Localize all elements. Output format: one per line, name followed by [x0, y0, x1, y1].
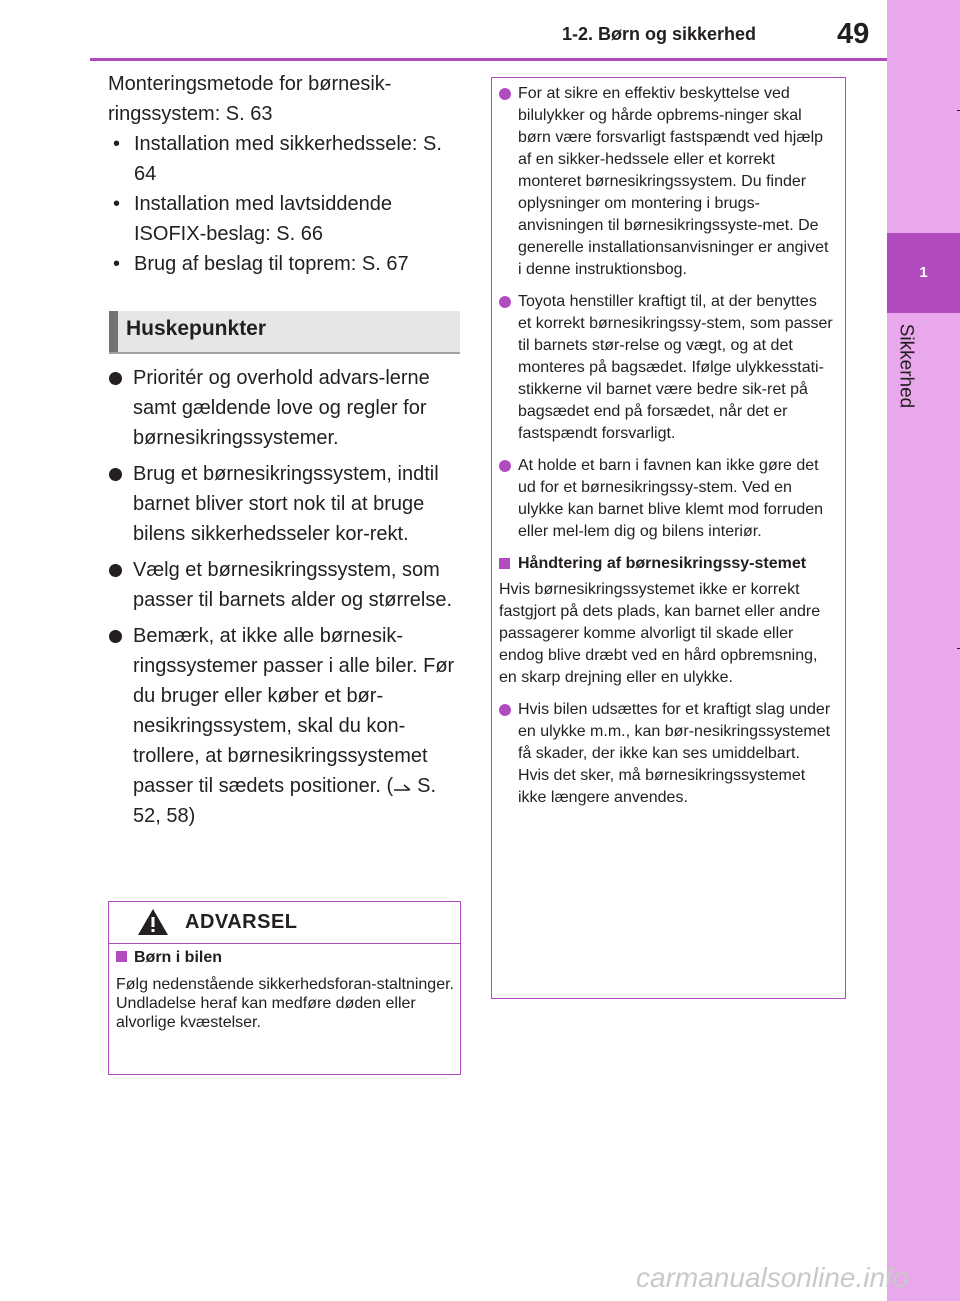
- info-list-2: [492, 699, 845, 809]
- list-item: [108, 621, 460, 831]
- info-paragraph: Hvis børnesikringssystemet ikke er korrekt fastgjort på dets plads, kan barnet eller andre passagerer komme alvorligt til skade eller endog blive dræbt ved en hård opbremsning, en skarp drejning eller en ulykke.: [499, 581, 821, 686]
- square-bullet-icon: [499, 558, 510, 569]
- install-method-list: [108, 129, 460, 279]
- point-text: Vælg et børnesikringssystem, som passer til barnets alder og størrelse.: [133, 559, 453, 611]
- warning-body: [109, 944, 460, 1032]
- info-list: [492, 78, 845, 543]
- point-text: Brug et børnesikringssystem, indtil barnet bliver stort nok til at bruge bilens sikkerhedsseler kor-rekt.: [133, 463, 439, 545]
- page-number: 49: [837, 18, 870, 50]
- list-item: [499, 699, 833, 809]
- warning-text: Følg nedenstående sikkerhedsforan-staltninger. Undladelse heraf kan medføre døden eller alvorlige kvæstelser.: [116, 976, 454, 1031]
- warning-header: [109, 902, 460, 944]
- heading-title: Huskepunkter: [126, 317, 267, 340]
- list-item: [108, 555, 460, 615]
- heading-accent-bar: [109, 311, 118, 352]
- list-item: [108, 363, 460, 453]
- header-rule: [90, 58, 887, 61]
- list-item: • Installation med sikkerhedssele: S. 64: [108, 129, 460, 189]
- list-item: • Installation med lavtsiddende ISOFIX-beslag: S. 66: [108, 189, 460, 249]
- list-item: [499, 455, 833, 543]
- list-item: [108, 459, 460, 549]
- bullet-icon: [109, 564, 122, 577]
- info-text: For at sikre en effektiv beskyttelse ved bilulykker og hårde opbrems-ninger skal børn være forsvarligt fastspændt ved hjælp af en sikker-hedssele eller et korrekt monteret børnesikringssystem. Du finder oplysninger om montering i brugs-anvisningen til børnesikringssyste-met. De generelle installationsanvisninger er angivet i denne instruktionsbog.: [518, 85, 829, 278]
- square-bullet-icon: [116, 951, 127, 962]
- warning-triangle-icon: [136, 907, 170, 937]
- arrow-right-icon: [393, 781, 413, 793]
- info-text: Hvis bilen udsættes for et kraftigt slag under en ulykke m.m., kan bør-nesikringssystemet få skader, der ikke kan ses umiddelbart. Hvis det sker, må børnesikringssystemet ikke længere anvendes.: [518, 701, 831, 806]
- chapter-number: 1: [919, 264, 928, 281]
- bullet-icon: [109, 468, 122, 481]
- intro-text: Monteringsmetode for børnesik-ringssystem: S. 63: [108, 73, 392, 125]
- watermark: carmanualsonline.info: [636, 1262, 909, 1293]
- chapter-side-strip: [887, 0, 960, 1301]
- bullet-icon: [499, 88, 511, 100]
- bullet-icon: [499, 704, 511, 716]
- section-title: 1-2. Børn og sikkerhed: [562, 24, 757, 44]
- info-subheading-text: Håndtering af børnesikringssy-stemet: [518, 555, 807, 572]
- bullet-icon: [109, 372, 122, 385]
- point-text: Prioritér og overhold advars-lerne samt gældende love og regler for børnesikringssystemer.: [133, 367, 430, 449]
- list-item: [499, 83, 833, 281]
- info-subheading: [499, 553, 833, 575]
- info-text: At holde et barn i favnen kan ikke gøre det ud for et børnesikringssy-stem. Ved en ulykke kan barnet blive klemt mod forruden eller mel-lem dig og bilens interiør.: [518, 457, 824, 540]
- point-text: Bemærk, at ikke alle børnesik-ringssystemer passer i alle biler. Før du bruger eller køber et bør-nesikringssystem, skal du kon-trollere, at børnesikringssystemet passer til sædets positioner. (: [133, 625, 455, 797]
- warning-box: [108, 901, 461, 1075]
- page-reference-link[interactable]: S. 52, 58): [133, 775, 437, 827]
- warning-title: ADVARSEL: [185, 911, 298, 933]
- huskepunkter-heading: [109, 311, 460, 354]
- bullet-icon: [499, 460, 511, 472]
- info-text: Toyota henstiller kraftigt til, at der benyttes et korrekt børnesikringssy-stem, som passer til barnets stør-relse og vægt, og at det monteres på bagsædet. Ifølge ulykkesstati-stikkerne vil barnet være bedre sik-ret på bagsædet end på forsædet, når det er fastspændt forsvarligt.: [518, 293, 833, 442]
- warning-subheading: [116, 948, 454, 967]
- huskepunkter-list: [108, 363, 460, 837]
- intro-block: [108, 69, 460, 279]
- warning-subheading-text: Børn i bilen: [134, 949, 222, 966]
- list-item: • Brug af beslag til toprem: S. 67: [108, 249, 460, 279]
- bullet-icon: [499, 296, 511, 308]
- list-item: [499, 291, 833, 445]
- bullet-icon: [109, 630, 122, 643]
- info-box: [491, 77, 846, 999]
- chapter-name: Sikkerhed: [895, 323, 917, 409]
